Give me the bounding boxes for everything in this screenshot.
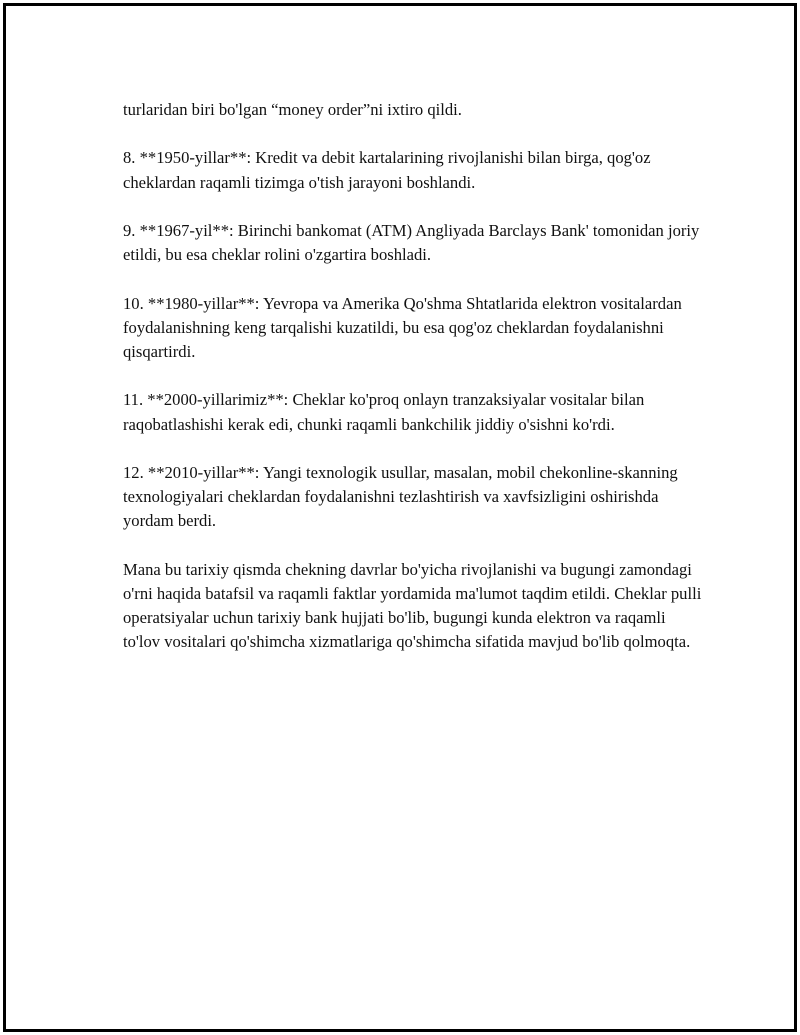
document-body bbox=[123, 98, 703, 679]
page-frame bbox=[3, 3, 797, 1032]
paragraph-item-9: 9. **1967-yil**: Birinchi bankomat (ATM) Angliyada Barclays Bank' tomonidan joriy etildi, bu esa cheklar rolini o'zgartira boshladi. bbox=[123, 220, 700, 265]
paragraph-item-11: 11. **2000-yillarimiz**: Cheklar ko'proq onlayn tranzaksiyalar vositalar bilan raqobatlashishi kerak edi, chunki raqamli bankchilik jiddiy o'sishni ko'rdi. bbox=[123, 390, 645, 434]
paragraph-item-10: 10. **1980-yillar**: Yevropa va Amerika Qo'shma Shtatlarida elektron vositalardan foydalanishning keng tarqalishi kuzatildi, bu esa qog'oz cheklardan foydalanishni qisqartirdi. bbox=[123, 293, 682, 361]
paragraph-item-12: 12. **2010-yillar**: Yangi texnologik usullar, masalan, mobil chekonline-skanning texnologiyalari cheklardan foydalanishni tezlashtirish va xavfsizligini oshirishda yordam berdi. bbox=[123, 462, 678, 531]
paragraph-money-order: turlaridan biri bo'lgan “money order”ni ixtiro qildi. bbox=[123, 100, 462, 119]
paragraph-summary: Mana bu tarixiy qismda chekning davrlar bo'yicha rivojlanishi va bugungi zamondagi o'rni haqida batafsil va raqamli faktlar yordamida ma'lumot taqdim etildi. Cheklar pulli operatsiyalar uchun tarixiy bank hujjati bo'lib, bugungi kunda elektron va raqamli to'lov vositalari qo'shimcha xizmatlariga qo'shimcha sifatida mavjud bo'lib qolmoqta. bbox=[123, 559, 702, 652]
paragraph-item-8: 8. **1950-yillar**: Kredit va debit kartalarining rivojlanishi bilan birga, qog'oz cheklardan raqamli tizimga o'tish jarayoni boshlandi. bbox=[123, 148, 651, 192]
